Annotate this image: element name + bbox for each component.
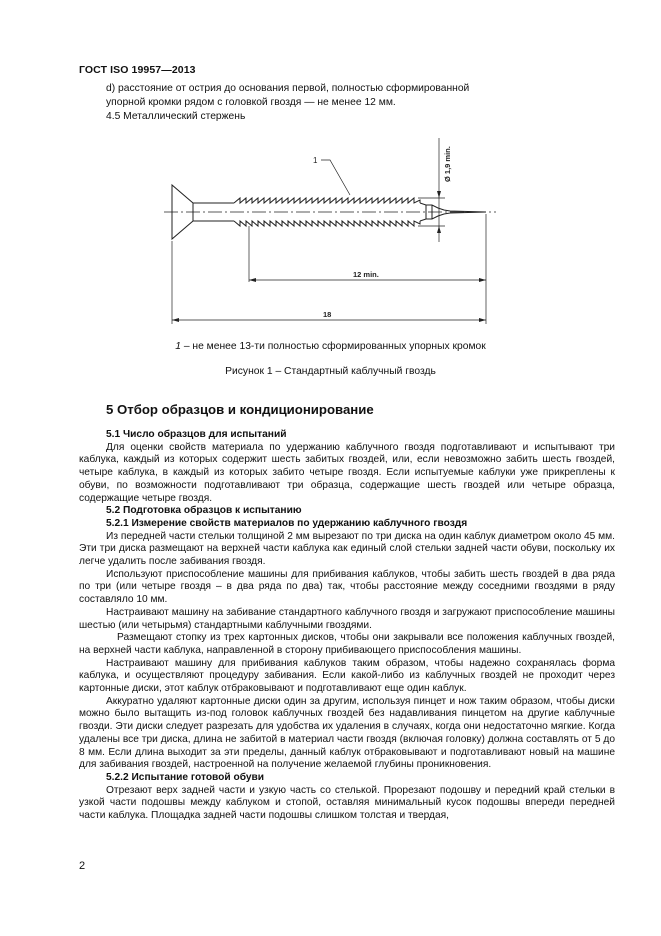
para-5-2-1a: Из передней части стельки толщиной 2 мм вырезают по три диска на один каблук диаметром около 45 мм. Эти три диска размещают на верхней части каблука как единый слой стельки задней части обуви, поскольку их легче удалить после забивания гвоздя. (79, 530, 615, 568)
page-number: 2 (79, 860, 86, 872)
dim-diameter: Ø 1,9 min. (443, 146, 452, 182)
para-5-2-1d: Размещают стопку из трех картонных дисков, чтобы они закрывали все положения каблучных гвоздей, на верхней части каблука, направленной в сторону прибивающего приспособления машины. (79, 632, 615, 656)
legend-number: 1 (175, 341, 181, 352)
nail-figure (150, 138, 500, 328)
intro-block (106, 82, 576, 123)
figure-caption: Рисунок 1 – Стандартный каблучный гвоздь (225, 366, 436, 377)
para-5-1: Для оценки свойств материала по удержанию каблучного гвоздя подготавливают и испытывают три каблука, каждый из которых содержит шесть забитых гвоздей, или, если невозможно забить шесть гвоздей, четыре каблука, в каждый из которых забито четыре гвоздя. Если испытуемые каблуки уже прикреплены к обуви, по возможности подготавливают три образца, содержащие шесть гвоздей или четыре образца, содержащие четыре гвоздя. (79, 441, 615, 504)
item-d-line1: d) расстояние от острия до основания первой, полностью сформированной (106, 83, 470, 94)
para-5-2-1b: Используют приспособление машины для прибивания каблуков, чтобы забить шесть гвоздей в два ряда по три (или четыре гвоздя – в два ряда по два) так, чтобы расстояние между соседними гвоздями в ряду составляло 10 мм. (79, 568, 615, 606)
dim-18: 18 (323, 310, 332, 319)
heading-5-2-1: 5.2.1 Измерение свойств материалов по удержанию каблучного гвоздя (106, 517, 468, 529)
nail-rings-bottom (234, 221, 420, 226)
clause-4-5: 4.5 Металлический стержень (106, 110, 246, 122)
heading-5-2: 5.2 Подготовка образцов к испытанию (106, 505, 302, 517)
para-5-2-2: Отрезают верх задней части и узкую часть со стелькой. Прорезают подошву и передний край стельки в узкой части подошвы между каблуком и стопой, оставляя минимальный кусок подошвы впереди передней части каблука. Площадка задней части подошвы слишком толстая и твердая, (79, 784, 615, 822)
heading-5-1: 5.1 Число образцов для испытаний (106, 429, 287, 440)
section-title: 5 Отбор образцов и кондиционирование (106, 402, 374, 417)
para-5-2-1c: Настраивают машину на забивание стандартного каблучного гвоздя и загружают приспособление машины шестью (или четырьмя) стандартными каблучными гвоздями. (79, 606, 615, 631)
para-5-2-1f: Аккуратно удаляют картонные диски один за другим, используя пинцет и нож таким образом, чтобы диски можно было вытащить из-под головок каблучных гвоздей без надавливания пинцетом на другие каблучные гвозди. Эти диски следует разрезать для удобства их удаления в случаях, когда они недостаточно мягкие. Когда удалены все три диска, длина не забитой в материал части гвоздя (включая головку) должна составлять от 5 до 8 мм. Если длина выходит за эти пределы, данный каблук отбраковывают и подготавливают новый на машине для забивания гвоздей, настроенной на получение желаемой глубины проникновения. (79, 695, 615, 771)
dim-12: 12 min. (353, 270, 379, 279)
callout-number: 1 (313, 156, 318, 165)
legend-text: – не менее 13-ти полностью сформированных упорных кромок (180, 341, 486, 352)
nail-rings-top (234, 198, 420, 203)
figure-legend (0, 341, 661, 352)
document-header: ГОСТ ISO 19957—2013 (79, 64, 196, 76)
para-5-2-1e: Настраивают машину для прибивания каблуков таким образом, чтобы надежно сохранялась форма каблука, и осуществляют процедуру забивания. Если какой-либо из каблучных гвоздей не проходит через картонные диски, этот каблук отбраковывают и подготавливают еще один каблук. (79, 657, 615, 695)
item-d-line2: упорной кромки рядом с головкой гвоздя — не менее 12 мм. (106, 96, 396, 108)
heading-5-2-2: 5.2.2 Испытание готовой обуви (106, 771, 265, 783)
body-text (79, 429, 615, 823)
callout-leader (321, 160, 350, 195)
